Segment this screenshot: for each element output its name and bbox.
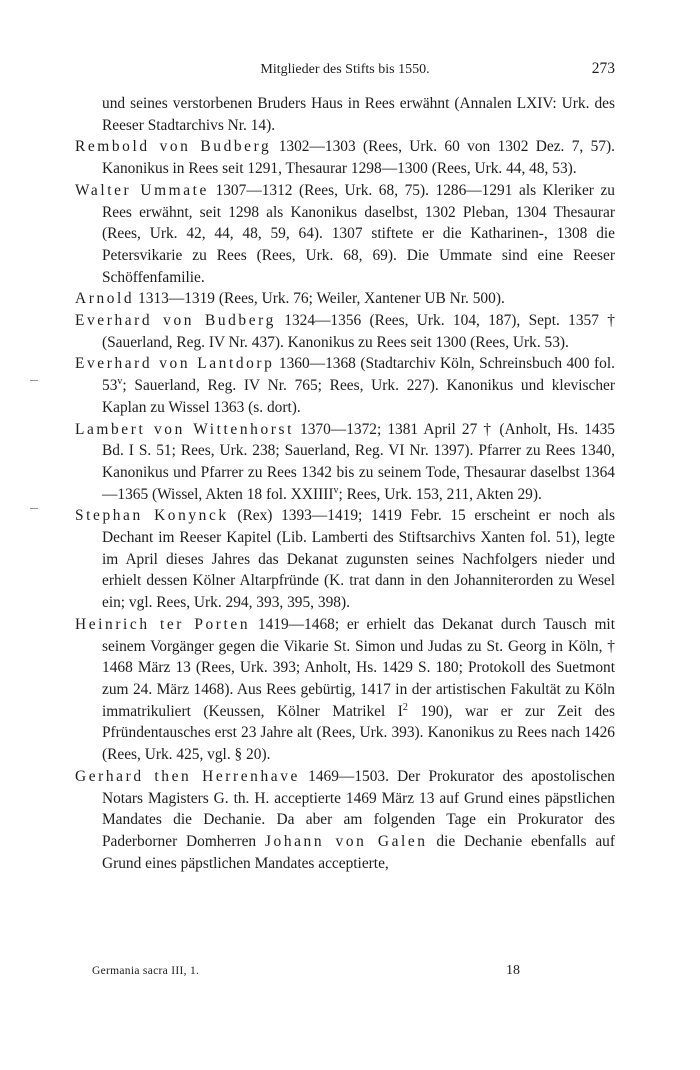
entry-everhard-von-budberg — [75, 310, 615, 353]
entry-continuation — [75, 93, 615, 136]
entry-name: Lambert von Wittenhorst — [75, 420, 294, 438]
entry-name: Rembold von Budberg — [75, 138, 272, 156]
entry-text: die Dechanie ebenfalls auf Grund eines päpstlichen Mandates acceptierte, — [102, 832, 615, 872]
entry-text: 1302—1303 (Rees, Urk. 60 von 1302 Dez. 7, 57). Kanonikus in Rees seit 1291, Thesaurar 1298—1300 (Rees, Urk. 44, 48, 53). — [102, 138, 615, 178]
entry-heinrich-ter-porten — [75, 614, 615, 766]
entry-name: Stephan Konynck — [75, 507, 229, 525]
entry-name: Gerhard then Herrenhave — [75, 767, 300, 785]
entry-text: und seines verstorbenen Bruders Haus in Rees erwähnt (Annalen LXIV: Urk. des Reeser Stadtarchivs Nr. 14). — [102, 95, 615, 134]
superscript: v — [117, 376, 123, 388]
entry-text: 190), war er zur Zeit des Pfründentausches erst 23 Jahre alt (Rees, Urk. 393). Kanonikus zu Rees nach 1426 (Rees, Urk. 425, vgl. § 20). — [102, 702, 616, 764]
entry-stephan-konynck — [75, 505, 615, 614]
superscript: v — [333, 484, 339, 496]
page-number: 273 — [591, 60, 615, 77]
entry-gerhard-then-herrenhave — [75, 766, 615, 875]
entry-arnold — [75, 288, 615, 310]
signature-mark: 18 — [506, 963, 520, 978]
main-text — [75, 93, 615, 874]
entry-walter-ummate — [75, 180, 615, 289]
margin-mark — [30, 380, 38, 381]
entry-text: 1370—1372; 1381 April 27 † (Anholt, Hs. 1435 Bd. I S. 51; Rees, Urk. 238; Sauerland, Reg. VI Nr. 1397). Pfarrer zu Rees 1340, Kanonikus und Pfarrer zu Rees 1342 bis zu seinem Tode, Thesaurar daselbst 1364—1365 (Wissel, Akten 18 fol. XXIIII — [102, 420, 615, 503]
running-title: Mitglieder des Stifts bis 1550. — [260, 62, 430, 77]
series-title: Germania sacra III, 1. — [92, 965, 200, 977]
entry-text: ; Sauerland, Reg. IV Nr. 765; Rees, Urk. 227). Kanonikus und klevischer Kaplan zu Wissel 1363 (s. dort). — [102, 377, 615, 416]
entry-everhard-von-lantdorp — [75, 353, 615, 418]
entry-name: Everhard von Lantdorp — [75, 355, 275, 373]
entry-name: Arnold — [75, 290, 135, 308]
entry-name-inline: Johann von Galen — [264, 832, 428, 850]
entry-text: 1313—1319 (Rees, Urk. 76; Weiler, Xantener UB Nr. 500). — [134, 290, 505, 308]
entry-name: Heinrich ter Porten — [75, 615, 251, 633]
page-header — [75, 58, 615, 82]
page-footer — [92, 963, 615, 983]
entry-text: 1324—1356 (Rees, Urk. 104, 187), Sept. 1357 † (Sauerland, Reg. IV Nr. 437). Kanonikus zu Rees seit 1300 (Rees, Urk. 53). — [102, 312, 615, 351]
entry-text: 1469—1503. Der Prokurator des apostolischen Notars Magisters G. th. H. acceptierte 1469 März 13 auf Grund eines päpstlichen Mandates die Dechanie. Da aber am folgenden Tage ein Prokurator des Paderborner Domherren — [102, 767, 616, 850]
entry-rembold-von-budberg — [75, 136, 615, 179]
margin-mark — [30, 508, 38, 509]
superscript: 2 — [402, 701, 408, 713]
entry-text: ; Rees, Urk. 153, 211, Akten 29). — [338, 485, 542, 503]
entry-text: 1360—1368 (Stadtarchiv Köln, Schreinsbuch 400 fol. 53 — [102, 355, 615, 395]
entry-name: Everhard von Budberg — [75, 312, 276, 330]
entry-text: (Rex) 1393—1419; 1419 Febr. 15 erscheint er noch als Dechant im Reeser Kapitel (Lib. Lamberti des Stiftsarchivs Xanten fol. 51), legte im April dieses Jahres das Dekanat zugunsten seines Nachfolgers nieder und erhielt dessen Kölner Altarpfründe (K. trat dann in den Johanniterorden zu Wesel ein; vgl. Rees, Urk. 294, 393, 395, 398). — [102, 507, 615, 612]
entry-text: 1307—1312 (Rees, Urk. 68, 75). 1286—1291 als Kleriker zu Rees erwähnt, seit 1298 als Kanonikus daselbst, 1302 Pleban, 1304 Thesaurar (Rees, Urk. 42, 44, 48, 59, 64). 1307 stiftete er die Katharinen-, 1308 die Petersvikarie zu Rees (Rees, Urk. 68, 69). Die Ummate sind eine Reeser Schöffenfamilie. — [102, 181, 615, 286]
entry-text: 1419—1468; er erhielt das Dekanat durch Tausch mit seinem Vorgänger gegen die Vikarie St. Simon und Judas zu St. Georg in Köln, † 1468 März 13 (Rees, Urk. 393; Anholt, Hs. 1429 S. 180; Protokoll des Suetmont zum 24. März 1468). Aus Rees gebürtig, 1417 in der artistischen Fakultät zu Köln immatrikuliert (Keussen, Kölner Matrikel I — [102, 615, 615, 720]
entry-name: Walter Ummate — [75, 181, 209, 199]
entry-lambert-von-wittenhorst — [75, 419, 615, 506]
